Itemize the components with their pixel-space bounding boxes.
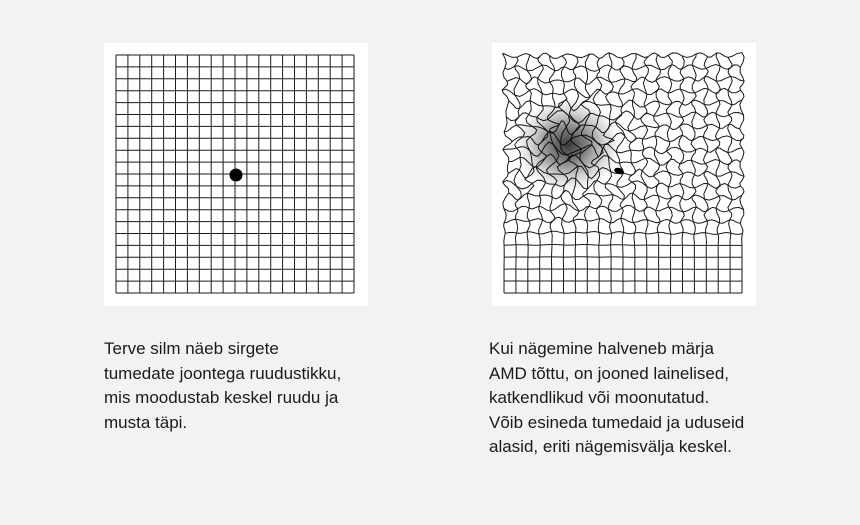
grid-line	[502, 88, 740, 97]
straight-grid-illustration	[104, 43, 368, 306]
healthy-eye-caption: Terve silm näeb sirgete tumedate joontega ruudustikku, mis moodustab keskel ruudu ja musta täpi.	[104, 339, 342, 432]
grid-line	[509, 190, 742, 200]
amd-eye-caption: Kui nägemine halveneb märja AMD tõttu, on jooned lainelised, katkendlikud või moonutatud. Võib esineda tumedaid ja uduseid alasid, eriti nägemisvälja keskel.	[489, 339, 745, 456]
fixation-dot	[230, 169, 243, 182]
amsler-grid-amd	[492, 43, 756, 306]
dark-blur-spot	[516, 99, 620, 191]
grid-line	[507, 76, 744, 84]
distorted-grid-illustration	[492, 43, 756, 306]
amsler-grid-healthy	[104, 43, 368, 306]
grid-line	[504, 257, 742, 258]
